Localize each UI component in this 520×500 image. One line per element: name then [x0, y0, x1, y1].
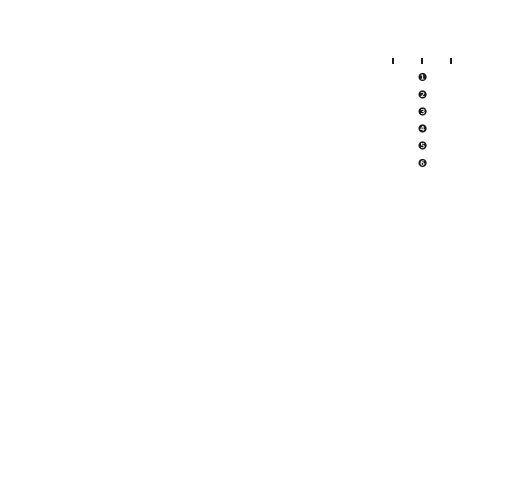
vertical-text-body [84, 58, 480, 466]
tijie-section [441, 58, 462, 466]
note-marker: ❸ [416, 105, 429, 119]
zhushi-label [421, 58, 423, 64]
note-marker: ❷ [416, 88, 429, 102]
note-marker: ❹ [416, 122, 429, 136]
zhushi-section [412, 58, 433, 466]
note-marker: ❺ [416, 139, 429, 153]
yuyi-section [383, 58, 404, 466]
note-marker: ❶ [416, 71, 429, 85]
tijie-label [450, 58, 452, 64]
note-marker: ❻ [416, 156, 429, 170]
yuyi-label [392, 58, 394, 64]
